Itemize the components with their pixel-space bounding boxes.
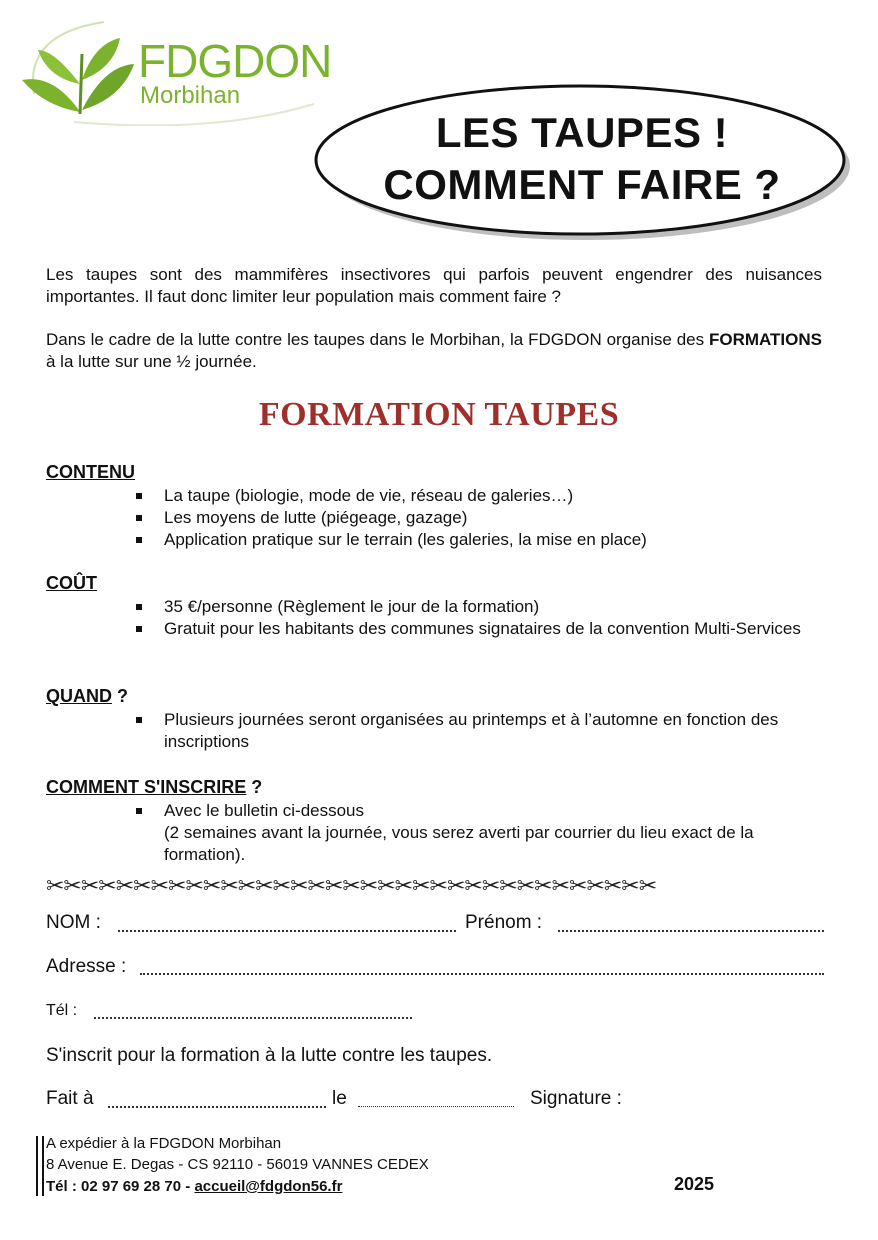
footer-email-link[interactable]: accueil@fdgdon56.fr <box>194 1178 343 1195</box>
footer-phone: Tél : 02 97 69 28 70 - <box>46 1178 191 1195</box>
section-heading-inscrire: COMMENT S'INSCRIRE ? <box>46 777 263 797</box>
section-heading-quand: QUAND ? <box>46 686 128 706</box>
tel-field[interactable] <box>94 1017 412 1019</box>
logo-name: FDGDON <box>138 35 332 87</box>
adresse-label: Adresse : <box>46 956 127 977</box>
footer-address-line-2: 8 Avenue E. Degas - CS 92110 - 56019 VANNES CEDEX <box>46 1156 429 1173</box>
tel-label: Tél : <box>46 1002 78 1019</box>
nom-field[interactable] <box>118 930 456 932</box>
prenom-label: Prénom : <box>465 912 543 933</box>
list-item: Gratuit pour les habitants des communes signataires de la convention Multi-Services <box>130 618 830 640</box>
list-item: Plusieurs journées seront organisées au printemps et à l’automne en fonction des inscriptions <box>130 709 830 753</box>
le-label: le <box>332 1088 347 1109</box>
list-item: Application pratique sur le terrain (les galeries, la mise en place) <box>130 529 830 551</box>
footer-year: 2025 <box>674 1174 715 1194</box>
adresse-field[interactable] <box>140 973 824 975</box>
formation-title: FORMATION TAUPES <box>258 396 620 433</box>
title-line-1: LES TAUPES ! <box>435 109 729 156</box>
fait-a-field[interactable] <box>108 1106 326 1108</box>
formations-emphasis: FORMATIONS <box>708 330 822 349</box>
scissors-cut-line: ✂✂✂✂✂✂✂✂✂✂✂✂✂✂✂✂✂✂✂✂✂✂✂✂✂✂✂✂✂✂✂✂✂✂✂ <box>46 873 657 898</box>
list-item: Avec le bulletin ci-dessous (2 semaines avant la journée, vous serez averti par courrier du lieu exact de la formation). <box>130 800 830 866</box>
quand-list <box>130 709 830 753</box>
list-item: Les moyens de lutte (piégeage, gazage) <box>130 507 830 529</box>
intro-paragraph-1: Les taupes sont des mammifères insectivores qui parfois peuvent engendrer des nuisances importantes. Il faut donc limiter leur population mais comment faire ? <box>46 265 822 306</box>
title-line-2: COMMENT FAIRE ? <box>383 161 781 208</box>
fait-a-label: Fait à <box>46 1088 94 1109</box>
nom-label: NOM : <box>46 912 101 933</box>
intro-paragraph-2: Dans le cadre de la lutte contre les taupes dans le Morbihan, la FDGDON organise des FORMATIONS à la lutte sur une ½ journée. <box>46 330 822 371</box>
footer-contact <box>46 1176 342 1197</box>
footer-divider <box>36 1136 44 1196</box>
inscrire-list <box>130 800 830 866</box>
contenu-list <box>130 485 830 551</box>
prenom-field[interactable] <box>558 930 824 932</box>
cout-list <box>130 596 830 640</box>
section-heading-cout: COÛT <box>46 573 97 593</box>
date-field[interactable] <box>358 1106 514 1107</box>
section-heading-contenu: CONTENU <box>46 462 135 482</box>
logo-subtitle: Morbihan <box>140 82 241 109</box>
list-item: La taupe (biologie, mode de vie, réseau de galeries…) <box>130 485 830 507</box>
footer-address-line-1: A expédier à la FDGDON Morbihan <box>46 1135 282 1152</box>
inscription-statement: S'inscrit pour la formation à la lutte contre les taupes. <box>46 1045 493 1066</box>
signature-label: Signature : <box>530 1088 622 1109</box>
list-item: 35 €/personne (Règlement le jour de la formation) <box>130 596 830 618</box>
